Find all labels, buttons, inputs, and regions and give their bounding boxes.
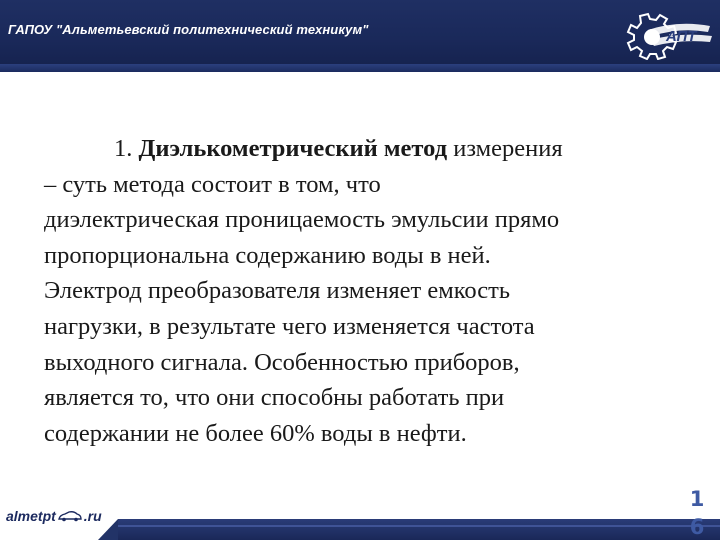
footer-stripe — [118, 525, 720, 527]
page-number-digit: 6 — [689, 515, 705, 539]
text-line: измерения — [447, 135, 563, 162]
footer-wedge — [98, 519, 118, 540]
site-name: almetpt — [6, 508, 56, 524]
paragraph-first-line — [44, 131, 684, 167]
page-number — [687, 485, 707, 541]
item-number: 1. — [114, 135, 133, 162]
text-line: – суть метода состоит в том, что — [44, 170, 381, 198]
text-line: Электрод преобразователя изменяет емкость — [44, 277, 511, 305]
site-domain: .ru — [83, 508, 102, 524]
college-logo — [618, 10, 714, 60]
footer-website[interactable] — [6, 508, 102, 524]
header-title: ГАПОУ "Альметьевский политехнический техникум" — [8, 22, 369, 37]
text-line: выходного сигнала. Особенностью приборов, — [44, 348, 520, 376]
footer-bar — [118, 519, 720, 540]
text-line: пропорциональна содержанию воды в ней. — [44, 241, 491, 269]
text-line: нагрузки, в результате чего изменяется частота — [44, 312, 535, 340]
logo-text: АПТ — [666, 28, 697, 45]
header-underline — [0, 64, 720, 72]
text-line: содержании не более 60% воды в нефти. — [44, 419, 467, 447]
car-icon — [57, 510, 83, 522]
text-line: диэлектрическая проницаемость эмульсии прямо — [44, 206, 560, 234]
page-number-digit: 1 — [689, 487, 705, 511]
text-line: является то, что они способны работать при — [44, 384, 505, 412]
method-term: Диэлькометрический метод — [138, 135, 448, 162]
slide-body — [44, 131, 684, 451]
